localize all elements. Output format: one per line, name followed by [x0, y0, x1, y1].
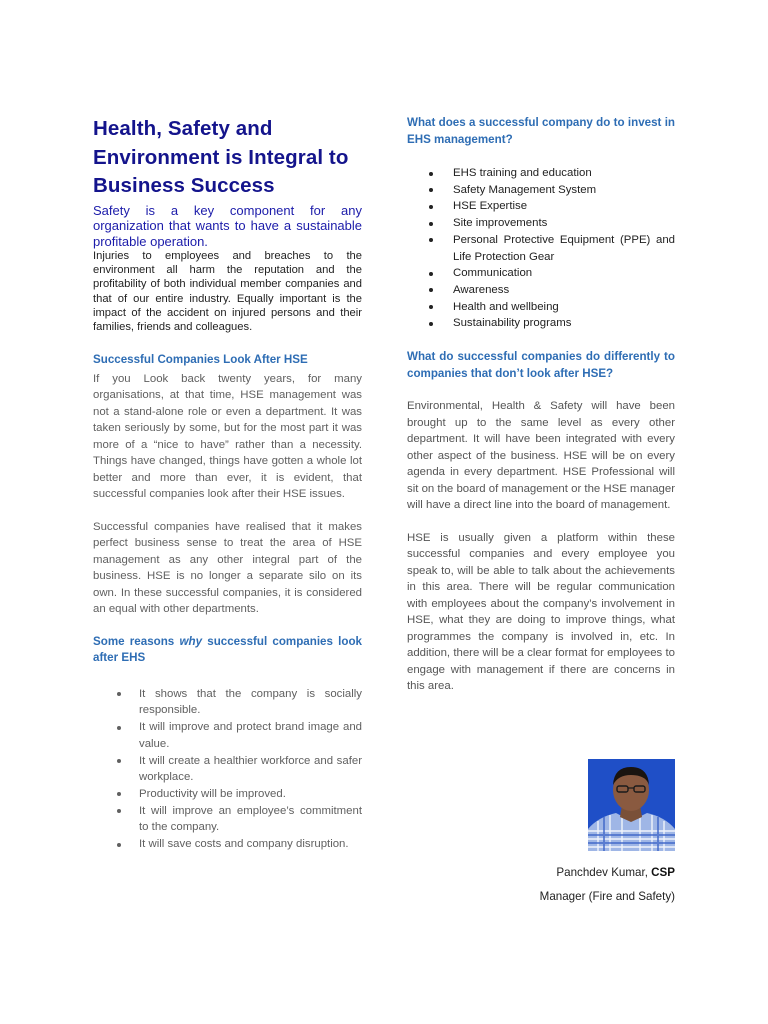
left-column — [93, 115, 362, 853]
list-item — [93, 719, 362, 752]
bullet-icon — [117, 792, 121, 796]
bullet-icon — [117, 759, 121, 763]
bullet-icon — [429, 305, 433, 309]
heading-emphasis: why — [179, 634, 203, 648]
list-item-text: It shows that the company is socially responsible. — [139, 687, 362, 717]
list-item-text: It will create a healthier workforce and safer workplace. — [139, 754, 362, 784]
bullet-icon — [117, 843, 121, 847]
heading-text: successful companies look after EHS — [93, 634, 362, 665]
investment-list — [407, 165, 675, 332]
list-item — [407, 215, 675, 232]
list-item — [407, 198, 675, 215]
author-name — [556, 866, 675, 879]
author-photo — [588, 759, 675, 851]
section-heading-look-after-hse: Successful Companies Look After HSE — [93, 353, 308, 367]
list-item-text: Communication — [453, 267, 533, 280]
bullet-icon — [429, 222, 433, 226]
list-item — [407, 282, 675, 299]
list-item-text: Safety Management System — [453, 183, 597, 196]
bullet-icon — [429, 288, 433, 292]
body-paragraph: Successful companies have realised that it makes perfect business sense to treat the area of HSE management as any other integral part of the business. HSE is no longer a separate silo on its own. In these successful companies, it is considered an equal with other departments. — [93, 520, 362, 616]
list-item-text: Awareness — [453, 283, 510, 296]
list-item-text: EHS training and education — [453, 167, 592, 179]
intro-paragraph: Injuries to employees and breaches to the environment all harm the reputation and the profitability of both individual member companies and that of our entire industry. Equally important is the impact of the accident on injured persons and their families, friends and colleagues. — [93, 250, 362, 334]
bullet-icon — [429, 205, 433, 209]
lead-paragraph: Safety is a key component for any organization that wants to have a sustainable profitable operation. — [93, 202, 362, 249]
list-item — [407, 315, 675, 332]
list-item — [407, 165, 675, 182]
bullet-icon — [429, 238, 433, 242]
section-heading-invest: What does a successful company do to invest in EHS management? — [407, 116, 675, 146]
list-item — [93, 786, 362, 803]
list-item — [407, 299, 675, 316]
list-item — [407, 232, 675, 265]
section-heading-differently: What do successful companies do differently to companies that don’t look after HSE? — [407, 350, 675, 380]
list-item-text: HSE Expertise — [453, 200, 528, 213]
list-item-text: Health and wellbeing — [453, 300, 559, 313]
right-column — [407, 115, 675, 695]
bullet-icon — [117, 692, 121, 696]
author-portrait-icon — [588, 759, 675, 851]
list-item — [407, 182, 675, 199]
list-item — [93, 803, 362, 836]
body-paragraph: HSE is usually given a platform within these successful companies and every employee you speak to, will be able to talk about the achievements in this area. There will be regular communication with employees about the company’s involvement in HSE, what they are doing to improve things, what programmes the company is involved in, etc. In addition, there will be a clear format for employees to engage with management if there are concerns in this area. — [407, 531, 675, 693]
list-item-text: It will save costs and company disruption. — [139, 838, 349, 851]
author-role: Manager (Fire and Safety) — [539, 890, 675, 903]
author-name-text: Panchdev Kumar, — [556, 866, 652, 879]
body-paragraph: If you Look back twenty years, for many organisations, at that time, HSE management was not a stand-alone role or even a department. It was taken seriously by some, but for the most part it was more of a “nice to have” rather than a necessity. Things have changed, things have gotten a whole lot better and more than ever, it is evident, that successful companies look after their HSE issues. — [93, 372, 362, 501]
list-item — [93, 836, 362, 853]
list-item-text: It will improve and protect brand image and value. — [139, 721, 362, 750]
body-paragraph: Environmental, Health & Safety will have been brought up to the same level as every other department. It will have been integrated with every other aspect of the business. HSE will be on every agenda in every department. HSE Professional will sit on the board of management or the HSE manager will have a direct line into the board of management. — [407, 400, 675, 512]
bullet-icon — [429, 188, 433, 192]
bullet-icon — [429, 272, 433, 276]
list-item-text: Sustainability programs — [453, 317, 572, 330]
reasons-list — [93, 686, 362, 853]
page-title: Health, Safety and Environment is Integral to Business Success — [93, 117, 349, 197]
bullet-icon — [429, 322, 433, 326]
list-item-text: Site improvements — [453, 217, 548, 230]
list-item — [93, 753, 362, 786]
list-item-text: It will improve an employee’s commitment to the company. — [139, 804, 362, 834]
list-item-text: Productivity will be improved. — [139, 787, 286, 800]
heading-text: Some reasons — [93, 634, 180, 648]
bullet-icon — [117, 809, 121, 813]
list-item — [407, 265, 675, 282]
author-credential: CSP — [651, 866, 675, 879]
bullet-icon — [429, 172, 433, 176]
bullet-icon — [117, 726, 121, 730]
list-item — [93, 686, 362, 719]
section-heading-reasons — [93, 634, 362, 667]
list-item-text: Personal Protective Equipment (PPE) and Life Protection Gear — [453, 233, 675, 263]
